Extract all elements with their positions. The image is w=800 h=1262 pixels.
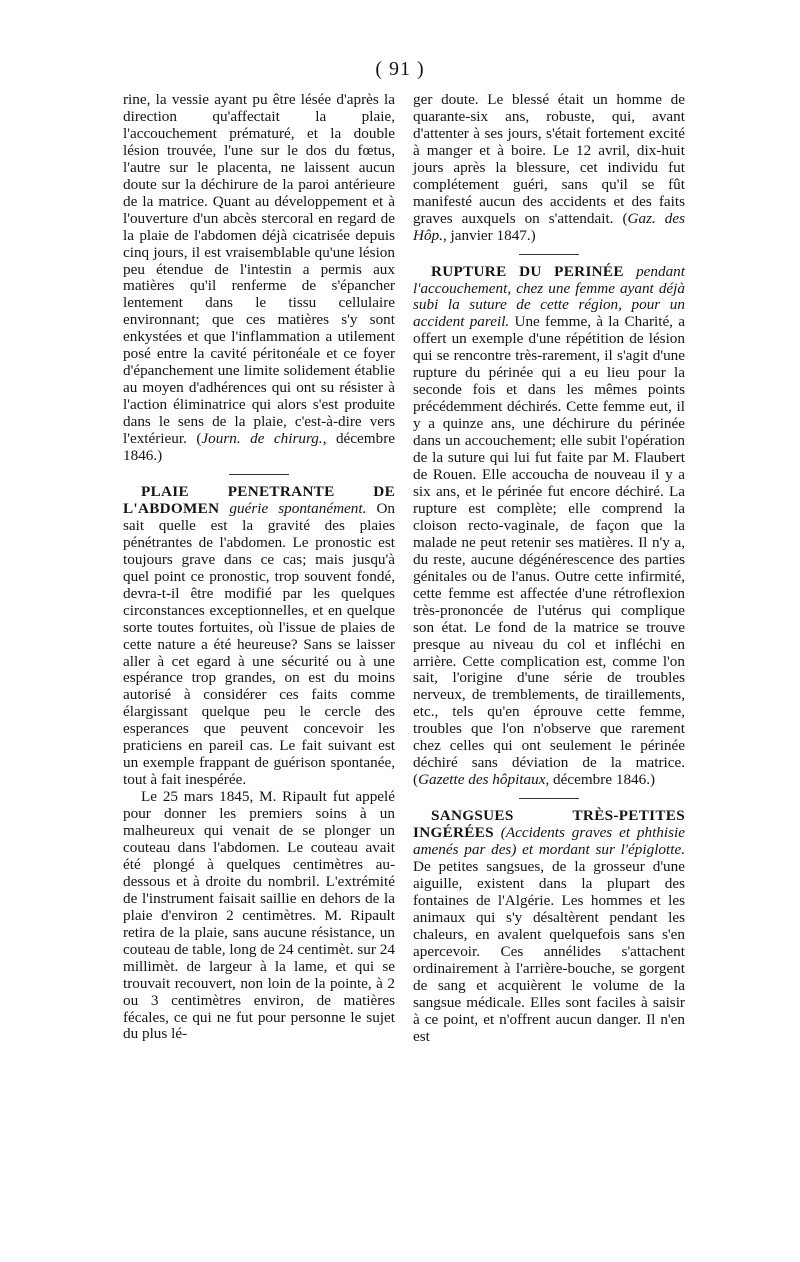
section-heading: SANGSUES TRÈS-PETITES INGÉRÉES xyxy=(413,807,685,842)
section-plaie-penetrante: PLAIE PENETRANTE DE L'ABDOMEN guérie spontanément. On sait quelle est la gravité des plaies pénétrantes de l'abdomen. Le pronostic est toujours grave dans ce cas; mais jusqu'à quel point ce pronostic, trop souvent fondé, devra-t-il être modifié par les quelques circonstances exceptionnelles, et en quelque sorte toutes fortuites, où l'issue de plaies de cette nature a été heureuse? Sans se laisser aller à cet egard à une sécurité ou à une espérance trop grandes, on est du moins autorisé à considérer ces faits comme élargissant quelque peu le cercle des esperances que peuvent concevoir les praticiens en pareil cas. Le fait suivant est un exemple frappant de guérison spontanée, tout à fait inespérée. xyxy=(123,482,395,789)
right-column xyxy=(413,92,685,1122)
page-number: ( 91 ) xyxy=(375,58,425,80)
paragraph-case-outcome: ger doute. Le blessé était un homme de quarante-six ans, robuste, qui, avant d'attenter à ses jours, s'était fortement excité à manger et à boire. Le 12 avril, dix-huit jours après la blessure, cet individu fut complétement guéri, sans qu'il se fût manifesté aucun des accidents et des faits graves auxquels on s'attendait. (Gaz. des Hôp., janvier 1847.) xyxy=(413,91,686,244)
section-divider xyxy=(229,474,289,475)
paragraph-ripault-case: Le 25 mars 1845, M. Ripault fut appelé pour donner les premiers soins à un malheureux qui venait de se plonger un couteau dans l'abdomen. Le couteau avait été plongé à quelques centimètres au-dessous et à droite du nombril. L'extrémité de l'instrument faisait saillie en dehors de la plaie d'environ 2 centimètres. M. Ripault retira de la plaie, sans aucune résistance, un couteau de table, long de 24 centimèt. sur 24 millimèt. de largeur à la lame, et qui se trouvait recouvert, non loin de la pointe, à 2 ou 3 centimètres environ, de matières fécales, ce qui ne fut pour personne le sujet du plus lé- xyxy=(123,788,395,1043)
section-heading: RUPTURE DU PERINÉE xyxy=(431,262,624,280)
paragraph-intestine-lesion: rine, la vessie ayant pu être lésée d'après la direction qu'affectait la plaie, l'accouchement prématuré, et la double lésion trouvée, l'une sur le dos du fœtus, l'autre sur le placenta, ne laissent aucun doute sur la déchirure de la paroi antérieure de la matrice. Quant au développement et à l'ouverture d'un abcès stercoral en regard de la plaie de l'abdomen déjà cicatrisée depuis cinq jours, il est vraisemblable qu'une lésion peu étendue de l'intestin a permis aux matières qu'il renferme de s'épancher lentement dans le tissu cellulaire environnant; que ces matières s'y sont enkystées et que l'inflammation a utilement posé entre la cavité péritonéale et ce foyer d'épanchement une limite solidement établie au moyen d'adhérences qui ont su résister à l'action éliminatrice qui alors s'est produite dans le sens de la plaie, c'est-à-dire vers l'extérieur. (Journ. de chirurg., décembre 1846.) xyxy=(123,91,395,465)
section-sangsues: SANGSUES TRÈS-PETITES INGÉRÉES (Accidents graves et phthisie amenés par des) et mordant sur l'épiglotte. De petites sangsues, de la grosseur d'une aiguille, existent dans la plupart des fontaines de l'Algérie. Les hommes et les animaux qui s'y désaltèrent pendant les chaleurs, en avalent quelquefois sans s'en apercevoir. Ces annélides s'attachent ordinairement à l'arrière-bouche, se gorgent de sang et acquièrent le volume de la sangsue médicale. Elles sont faciles à saisir à ce point, et n'offrent aucun danger. Il n'en est xyxy=(413,807,685,1045)
citation-gazette-hopitaux: Gazette des hôpitaux, xyxy=(418,771,550,789)
section-rupture-perinee: RUPTURE DU PERINÉE pendant l'accouchement, chez une femme ayant déjà subi la suture de cette région, pour un accident pareil. Une femme, à la Charité, a offert un exemple d'une répétition de lésion qui se rencontre très-rarement, il s'agit d'une rupture du périnée qui a eu lieu pour la seconde fois et dans les mêmes points précédemment déchirés. Cette femme eut, il y a quinze ans, une déchirure du périnée dans un accouchement; elle subit l'opération de la suture qui lui fut faite par M. Flaubert de Rouen. Elle accoucha de nouveau il y a six ans, et le périnée fut encore déchiré. La rupture est complète; elle comprend la cloison recto-vaginale, de façon que la malade ne peut retenir ses matières. Il n'y a, du reste, aucune dégénérescence des parties génitales ou de l'anus. Outre cette infirmité, cette femme est affectée d'une rétroflexion très-prononcée de l'utérus qui complique son état. Le fond de la matrice se trouve presque au niveau du col et infléchi en arrière. Cette complication est, comme l'on sait, l'origine d'une série de troubles nerveux, de tremblements, de tiraillements, etc., tels qu'en éprouve cette femme, troubles que l'on n'observe que rarement chez celles qui ont seulement le périnée déchiré sans déviation de la matrice. (Gazette des hôpitaux, décembre 1846.) xyxy=(413,262,685,789)
citation-journal-chirurgie: Journ. de chirurg., xyxy=(201,430,327,448)
left-column xyxy=(123,92,395,1122)
section-divider xyxy=(519,798,579,799)
section-subheading: pendant l'accouchement, chez une femme ayant déjà subi la suture de cette région, pour un accident pareil. xyxy=(413,262,685,331)
section-subheading: guérie spontanément. xyxy=(219,499,367,517)
section-heading: PLAIE PENETRANTE DE L'ABDOMEN xyxy=(123,482,395,517)
section-divider xyxy=(519,254,579,255)
citation-gazette-hopitaux: Gaz. des Hôp., xyxy=(413,209,686,244)
section-subheading: (Accidents graves et phthisie amenés par des) et mordant sur l'épiglotte. xyxy=(413,824,685,859)
